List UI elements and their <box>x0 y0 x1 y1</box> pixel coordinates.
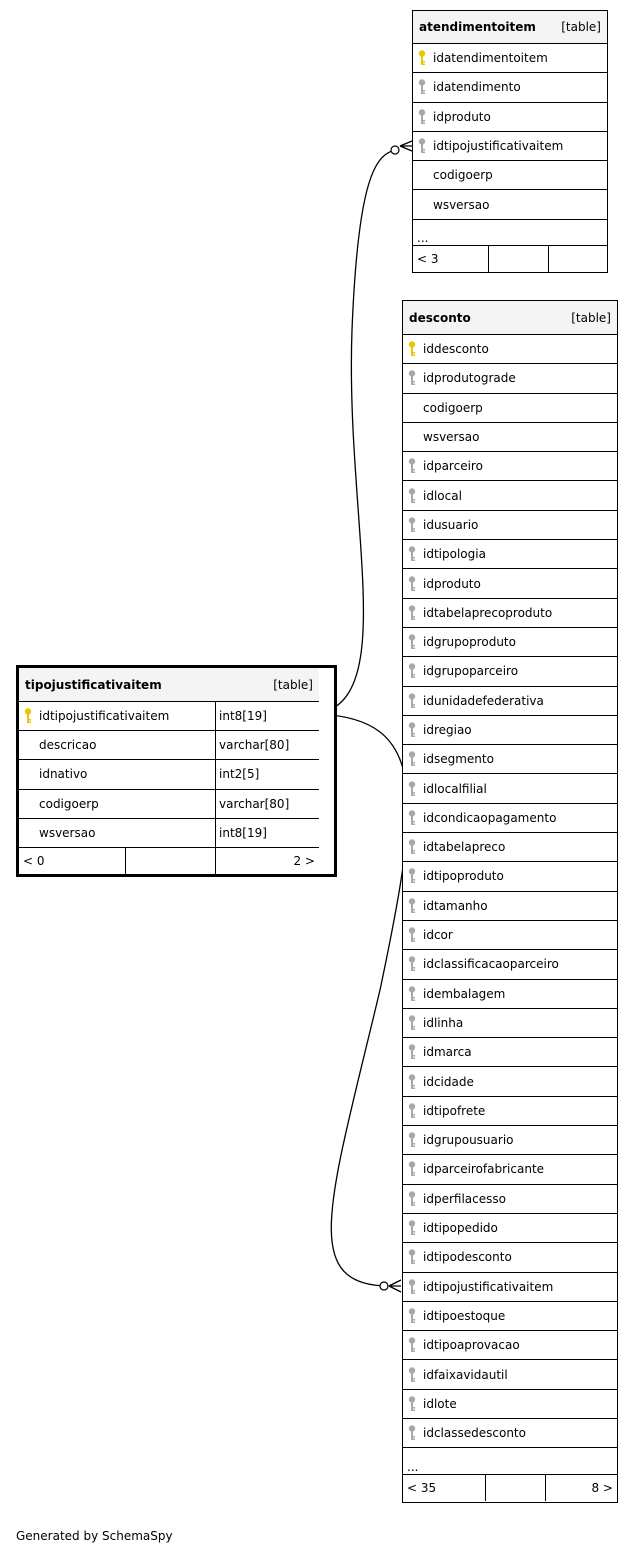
column-name: idtipojustificativaitem <box>423 1279 554 1294</box>
column-name: idtipojustificativaitem <box>39 709 170 724</box>
column-row[interactable] <box>403 1419 617 1448</box>
foreign-key-icon <box>413 109 431 125</box>
column-name: idlote <box>423 1396 457 1411</box>
foreign-key-icon <box>403 458 421 474</box>
column-row[interactable] <box>403 1302 617 1331</box>
column-row[interactable] <box>403 1273 617 1302</box>
edge-tipojustificativaitem-to-atendimentoitem <box>317 150 395 714</box>
column-name: idlocal <box>423 488 462 503</box>
column-name: idparceirofabricante <box>423 1162 545 1177</box>
column-name: idtipoestoque <box>423 1308 506 1323</box>
foreign-key-icon <box>403 986 421 1002</box>
column-row[interactable] <box>403 335 617 364</box>
foreign-key-icon <box>413 79 431 95</box>
column-name: idusuario <box>423 517 479 532</box>
column-row[interactable] <box>19 731 319 760</box>
column-row[interactable] <box>403 745 617 774</box>
column-name: idtabelapreco <box>423 840 506 855</box>
table-atendimentoitem[interactable] <box>412 10 608 273</box>
column-name: idprodutograde <box>423 371 516 386</box>
column-row[interactable] <box>19 819 319 848</box>
foreign-key-icon <box>403 1337 421 1353</box>
column-row[interactable] <box>413 44 607 73</box>
column-name: idtipodesconto <box>423 1250 512 1265</box>
column-name: idgrupoproduto <box>423 635 516 650</box>
column-row[interactable] <box>403 1243 617 1272</box>
foreign-key-icon <box>403 927 421 943</box>
column-row[interactable] <box>403 511 617 540</box>
column-row[interactable] <box>403 423 617 452</box>
table-name: atendimentoitem <box>419 20 536 34</box>
column-name: codigoerp <box>433 168 493 183</box>
column-row[interactable] <box>403 833 617 862</box>
generated-by-credit: Generated by SchemaSpy <box>16 1529 173 1543</box>
foreign-key-icon <box>403 1015 421 1031</box>
column-name: descricao <box>39 738 97 753</box>
parents-count[interactable]: < 3 <box>417 251 439 266</box>
column-row[interactable] <box>19 790 319 819</box>
foreign-key-icon <box>403 663 421 679</box>
column-row[interactable] <box>403 687 617 716</box>
column-row[interactable] <box>403 657 617 686</box>
column-name: idmarca <box>423 1045 472 1060</box>
column-name: idembalagem <box>423 986 506 1001</box>
foreign-key-icon <box>403 1279 421 1295</box>
column-name: idlinha <box>423 1015 464 1030</box>
table-name: tipojustificativaitem <box>25 677 162 692</box>
column-name: idcondicaopagamento <box>423 810 557 825</box>
column-row[interactable] <box>413 73 607 102</box>
column-name: idperfilacesso <box>423 1191 506 1206</box>
column-name: idnativo <box>39 767 88 782</box>
column-type: int8[19] <box>215 702 319 730</box>
footer-spacer <box>488 246 548 272</box>
foreign-key-icon <box>403 1308 421 1324</box>
column-name: idparceiro <box>423 459 483 474</box>
foreign-key-icon <box>403 956 421 972</box>
foreign-key-icon <box>403 810 421 826</box>
column-name: idfaixavidautil <box>423 1367 508 1382</box>
column-row[interactable] <box>403 1360 617 1389</box>
more-columns-indicator: ... <box>403 1448 617 1475</box>
column-name: idtabelaprecoproduto <box>423 605 553 620</box>
children-count[interactable]: 8 > <box>545 1475 617 1501</box>
column-name: wsversao <box>423 430 480 445</box>
column-name: iddesconto <box>423 342 489 357</box>
foreign-key-icon <box>403 605 421 621</box>
column-row[interactable] <box>403 1067 617 1096</box>
foreign-key-icon <box>403 898 421 914</box>
column-name: idunidadefederativa <box>423 693 544 708</box>
table-kind-label: [table] <box>273 677 313 692</box>
foreign-key-icon <box>403 1367 421 1383</box>
column-row[interactable] <box>403 569 617 598</box>
column-row[interactable] <box>403 364 617 393</box>
table-kind-label: [table] <box>571 310 611 325</box>
column-row[interactable] <box>403 1097 617 1126</box>
foreign-key-icon <box>403 1396 421 1412</box>
column-row[interactable] <box>403 716 617 745</box>
table-header[interactable] <box>413 11 607 44</box>
edge-optional-marker <box>380 1282 388 1290</box>
table-footer <box>19 848 319 874</box>
column-name: idsegmento <box>423 752 494 767</box>
table-desconto[interactable] <box>402 300 618 1503</box>
foreign-key-icon <box>403 868 421 884</box>
column-row[interactable] <box>403 394 617 423</box>
foreign-key-icon <box>403 693 421 709</box>
foreign-key-icon <box>403 517 421 533</box>
foreign-key-icon <box>403 576 421 592</box>
primary-key-icon <box>413 50 431 66</box>
table-name: desconto <box>409 310 471 325</box>
foreign-key-icon <box>403 1191 421 1207</box>
primary-key-icon <box>19 708 37 724</box>
foreign-key-icon <box>403 751 421 767</box>
column-name: wsversao <box>39 825 96 840</box>
column-row[interactable] <box>403 862 617 891</box>
column-row[interactable] <box>403 1185 617 1214</box>
edge-optional-marker <box>391 146 399 154</box>
parents-count[interactable]: < 0 <box>23 853 45 868</box>
column-name: idregiao <box>423 723 472 737</box>
column-row[interactable] <box>403 1214 617 1243</box>
column-name: idtipofrete <box>423 1103 486 1118</box>
more-columns-indicator: ... <box>413 220 607 246</box>
parents-count[interactable]: < 35 <box>407 1481 437 1496</box>
column-row[interactable] <box>403 804 617 833</box>
column-type: int2[5] <box>215 760 319 788</box>
children-count[interactable]: 2 > <box>215 848 319 874</box>
foreign-key-icon <box>403 488 421 504</box>
column-row[interactable] <box>403 892 617 921</box>
column-name: codigoerp <box>39 796 99 811</box>
column-row[interactable] <box>403 1126 617 1155</box>
column-row[interactable] <box>403 1390 617 1419</box>
column-row[interactable] <box>413 161 607 190</box>
table-footer <box>403 1475 617 1501</box>
column-name: idproduto <box>423 576 481 591</box>
column-name: idatendimento <box>433 80 521 95</box>
column-type: varchar[80] <box>215 790 319 818</box>
column-type: varchar[80] <box>215 731 319 759</box>
column-row[interactable] <box>19 702 319 731</box>
column-row[interactable] <box>403 452 617 481</box>
column-name: idgrupousuario <box>423 1133 514 1148</box>
column-row[interactable] <box>403 628 617 657</box>
footer-spacer <box>125 848 215 874</box>
table-tipojustificativaitem[interactable] <box>16 665 337 877</box>
column-name: idtipologia <box>423 547 486 562</box>
column-name: idgrupoparceiro <box>423 664 519 679</box>
foreign-key-icon <box>403 634 421 650</box>
table-header[interactable] <box>19 668 319 702</box>
foreign-key-icon <box>403 1044 421 1060</box>
foreign-key-icon <box>403 781 421 797</box>
column-name: idlocalfilial <box>423 781 487 796</box>
column-row[interactable] <box>403 774 617 803</box>
column-row[interactable] <box>403 481 617 510</box>
foreign-key-icon <box>403 1425 421 1441</box>
column-name: idproduto <box>433 109 491 124</box>
column-name: idtipoproduto <box>423 869 504 884</box>
foreign-key-icon <box>403 1103 421 1119</box>
foreign-key-icon <box>403 1074 421 1090</box>
foreign-key-icon <box>403 546 421 562</box>
foreign-key-icon <box>403 1249 421 1265</box>
table-header[interactable] <box>403 301 617 335</box>
foreign-key-icon <box>403 370 421 386</box>
column-type: int8[19] <box>215 819 319 847</box>
table-footer <box>413 246 607 272</box>
column-row[interactable] <box>403 1331 617 1360</box>
table-kind-label: [table] <box>561 20 601 34</box>
column-name: idatendimentoitem <box>433 51 548 66</box>
children-count[interactable] <box>548 246 607 272</box>
column-name: idcor <box>423 928 453 943</box>
column-name: idcidade <box>423 1074 474 1089</box>
column-row[interactable] <box>403 980 617 1009</box>
foreign-key-icon <box>403 839 421 855</box>
column-row[interactable] <box>403 599 617 628</box>
column-name: idtamanho <box>423 898 488 913</box>
edge-crowfoot-marker <box>389 1280 401 1292</box>
foreign-key-icon <box>403 1132 421 1148</box>
edge-crowfoot-marker <box>400 141 412 151</box>
foreign-key-icon <box>403 722 421 738</box>
column-name: idclassedesconto <box>423 1426 526 1441</box>
column-name: idtipojustificativaitem <box>433 139 564 154</box>
column-name: idclassificacaoparceiro <box>423 957 559 972</box>
column-row[interactable] <box>403 1155 617 1184</box>
column-row[interactable] <box>413 190 607 219</box>
column-row[interactable] <box>403 540 617 569</box>
column-name: idtipoaprovacao <box>423 1338 520 1353</box>
column-name: codigoerp <box>423 400 483 415</box>
column-row[interactable] <box>413 132 607 161</box>
column-row[interactable] <box>403 1038 617 1067</box>
column-row[interactable] <box>19 760 319 789</box>
foreign-key-icon <box>403 1220 421 1236</box>
foreign-key-icon <box>413 138 431 154</box>
column-name: wsversao <box>433 197 490 212</box>
footer-spacer <box>485 1475 545 1501</box>
column-name: idtipopedido <box>423 1221 498 1236</box>
foreign-key-icon <box>403 1161 421 1177</box>
column-row[interactable] <box>403 1009 617 1038</box>
column-row[interactable] <box>403 921 617 950</box>
primary-key-icon <box>403 341 421 357</box>
column-row[interactable] <box>413 103 607 132</box>
column-row[interactable] <box>403 950 617 979</box>
